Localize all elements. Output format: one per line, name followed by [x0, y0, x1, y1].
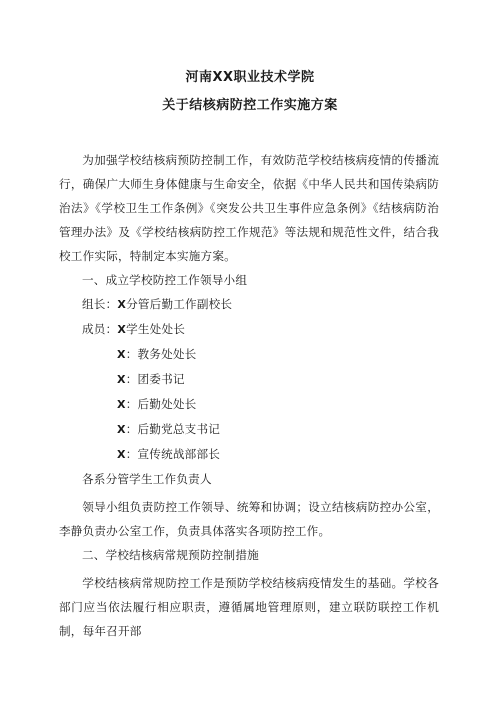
document-title-institution: 河南XX职业技术学院	[185, 70, 315, 85]
document-title-plan: 关于结核病防控工作实施方案	[162, 98, 338, 113]
member-x: X	[117, 373, 126, 386]
section2-paragraph: 学校结核病常规防控工作是预防学校结核病疫情发生的基础。学校各部门应当依法履行相应职责，遵循属地管理原则，建立联防联控工作机制，每年召开部	[59, 576, 439, 638]
member-line	[59, 417, 439, 442]
members-first-role: 学生处处长	[126, 322, 186, 336]
member-role: 宣传统战部部长	[137, 447, 221, 461]
member-role: 教务处处长	[137, 347, 197, 361]
member-line	[59, 342, 439, 367]
section2-heading: 二、学校结核病常规预防控制措施	[82, 548, 259, 562]
group-paragraph: 领导小组负责防控工作领导、统筹和协调；设立结核病防控办公室，李静负责办公室工作，负责具体落实各项防控工作。	[59, 500, 439, 538]
member-line	[59, 367, 439, 392]
leader-label: 组长：	[82, 297, 118, 311]
member-sep: ：	[125, 447, 138, 461]
member-sep: ：	[125, 397, 138, 411]
member-line	[59, 392, 439, 417]
leader-x: X	[117, 298, 127, 311]
member-sep: ：	[125, 347, 138, 361]
member-x: X	[117, 448, 126, 461]
member-role: 后勤处处长	[137, 397, 197, 411]
member-line	[59, 442, 439, 467]
member-x: X	[117, 348, 126, 361]
members-label: 成员：	[82, 322, 118, 336]
member-sep: ：	[125, 422, 138, 436]
member-role: 后勤党总支书记	[137, 422, 221, 436]
member-x: X	[117, 423, 126, 436]
member-role: 团委书记	[137, 372, 185, 386]
dept-line: 各系分管学生工作负责人	[82, 472, 212, 486]
section1-heading: 一、成立学校防控工作领导小组	[82, 273, 248, 287]
members-line	[59, 317, 439, 342]
member-sep: ：	[125, 372, 138, 386]
leader-line	[59, 292, 439, 317]
leader-role: 分管后勤工作副校长	[126, 297, 233, 311]
members-x: X	[117, 323, 127, 336]
intro-paragraph: 为加强学校结核病预防控制工作，有效防范学校结核病疫情的传播流行，确保广大师生身体健康与生命安全，依据《中华人民共和国传染病防治法》《学校卫生工作条例》《突发公共卫生事件应急条例》《结核病防治管理办法》及《学校结核病防控工作规范》等法规和规范性文件，结合我校工作实际，特制定本实施方案。	[59, 153, 439, 263]
document-body	[59, 148, 439, 643]
member-x: X	[117, 398, 126, 411]
